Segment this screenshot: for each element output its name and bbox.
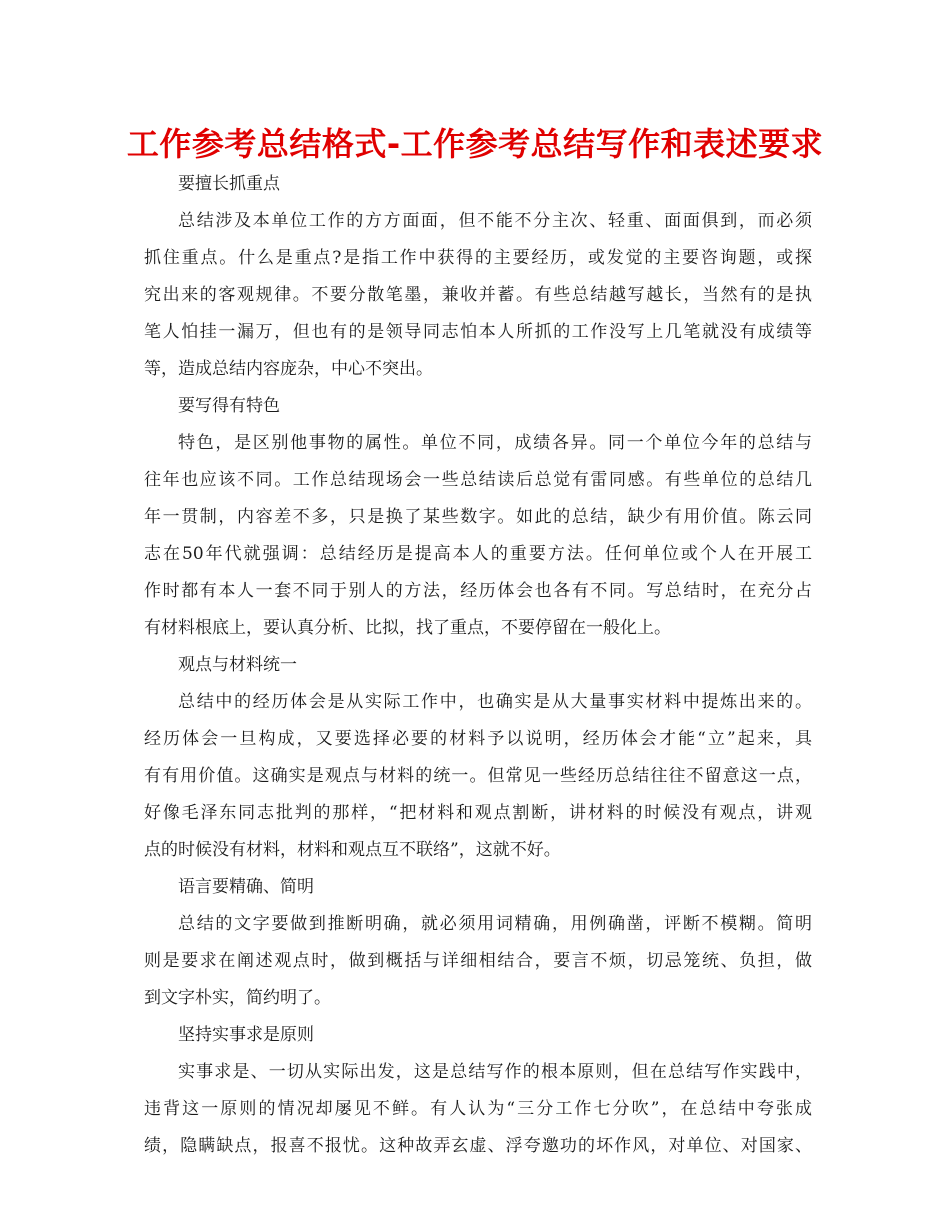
text-line: 则是要求在阐述观点时，做到概括与详细相结合，要言不烦，切忌笼统、负担，做 [144, 951, 812, 971]
text-line: 实事求是、一切从实际出发，这是总结写作的根本原则，但在总结写作实践中， [178, 1062, 812, 1082]
document-body [144, 166, 812, 1165]
text-line: 往年也应该不同。工作总结现场会一些总结读后总觉有雷同感。有些单位的总结几 [144, 470, 812, 490]
text-line: 观点与材料统一 [178, 655, 297, 675]
text-line: 到文字朴实，简约明了。 [144, 988, 331, 1008]
text-line: 要写得有特色 [178, 396, 280, 416]
text-line: 有材料根底上，要认真分析、比拟，找了重点，不要停留在一般化上。 [144, 618, 671, 638]
text-line: 总结中的经历体会是从实际工作中，也确实是从大量事实材料中提炼出来的。 [178, 692, 812, 712]
text-line: 有有用价值。这确实是观点与材料的统一。但常见一些经历总结往往不留意这一点， [144, 766, 812, 786]
text-line: 点的时候没有材料，材料和观点互不联络”，这就不好。 [144, 840, 561, 860]
text-line: 绩，隐瞒缺点，报喜不报忧。这种故弄玄虚、浮夸邀功的坏作风，对单位、对国家、 [144, 1136, 812, 1156]
text-line: 抓住重点。什么是重点?是指工作中获得的主要经历，或发觉的主要咨询题，或探 [144, 248, 812, 268]
text-line: 经历体会一旦构成，又要选择必要的材料予以说明，经历体会才能“立”起来，具 [144, 729, 812, 749]
text-line: 作时都有本人一套不同于别人的方法，经历体会也各有不同。写总结时，在充分占 [144, 581, 812, 601]
text-line: 好像毛泽东同志批判的那样，“把材料和观点割断，讲材料的时候没有观点，讲观 [144, 803, 812, 823]
text-line: 总结涉及本单位工作的方方面面，但不能不分主次、轻重、面面俱到，而必须 [178, 211, 812, 231]
text-line: 语言要精确、简明 [178, 877, 314, 897]
text-line: 总结的文字要做到推断明确，就必须用词精确，用例确凿，评断不模糊。简明 [178, 914, 812, 934]
text-line: 笔人怕挂一漏万，但也有的是领导同志怕本人所抓的工作没写上几笔就没有成绩等 [144, 322, 812, 342]
text-line: 违背这一原则的情况却屡见不鲜。有人认为“三分工作七分吹”，在总结中夸张成 [144, 1099, 812, 1119]
text-line: 特色，是区别他事物的属性。单位不同，成绩各异。同一个单位今年的总结与 [178, 433, 812, 453]
text-line: 年一贯制，内容差不多，只是换了某些数字。如此的总结，缺少有用价值。陈云同 [144, 507, 812, 527]
text-line: 等，造成总结内容庞杂，中心不突出。 [144, 359, 433, 379]
text-line: 坚持实事求是原则 [178, 1025, 314, 1045]
text-line: 志在50年代就强调：总结经历是提高本人的重要方法。任何单位或个人在开展工 [144, 544, 812, 564]
text-line: 要擅长抓重点 [178, 174, 280, 194]
document-title: 工作参考总结格式-工作参考总结写作和表述要求 [126, 125, 824, 163]
text-line: 究出来的客观规律。不要分散笔墨，兼收并蓄。有些总结越写越长，当然有的是执 [144, 285, 812, 305]
